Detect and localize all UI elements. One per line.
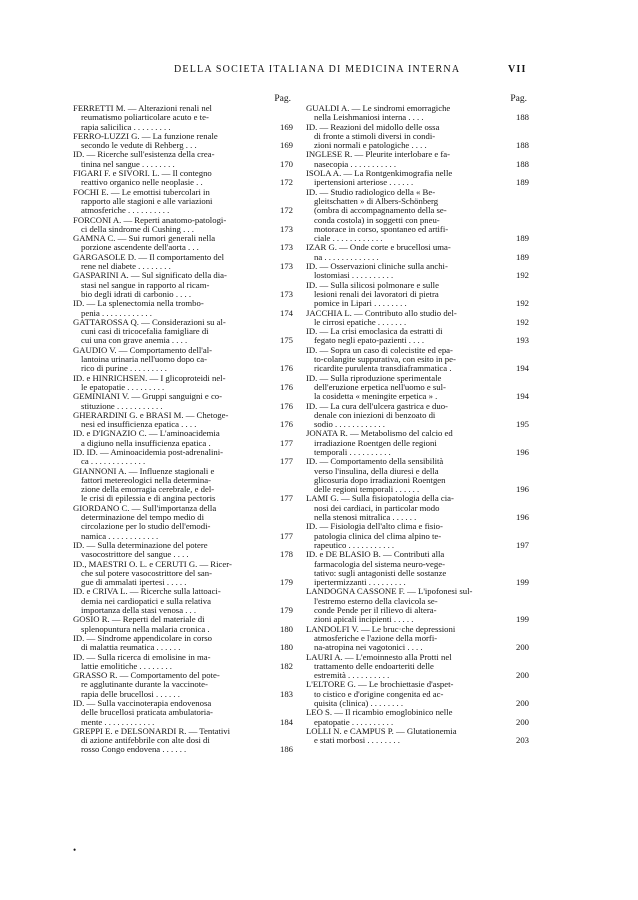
index-entry: [306, 262, 529, 281]
index-entry: [73, 699, 293, 727]
index-entry-line: ID. — La splenectomia nella trombo-: [73, 298, 204, 309]
index-entry: [73, 429, 293, 448]
index-entry-line: ciale . . . . . . . . . . . .: [314, 233, 383, 244]
index-entry: [73, 346, 293, 374]
index-entry-line: JONATA R. — Metabolismo del calcio ed: [306, 428, 453, 439]
index-entry: [306, 309, 529, 328]
index-entry-page: 203: [515, 735, 529, 746]
index-entry-line: ID. — Ricerche sull'esistenza della crea-: [73, 149, 215, 160]
index-entry-page: 177: [279, 437, 293, 448]
index-entry-page: 176: [279, 363, 293, 374]
index-entry-page: 176: [279, 419, 293, 430]
index-entry: [306, 402, 529, 430]
index-entry-line: LAURI A. — L'emoinnesto alla Protti nel: [306, 651, 452, 662]
index-entry: [306, 327, 529, 346]
index-entry-line: porzione ascendente dell'aorta . . .: [81, 242, 199, 253]
index-entry-line: importanza della stasi venosa . . .: [81, 605, 197, 616]
index-entry: [73, 560, 293, 588]
right-column: [306, 95, 529, 745]
index-entry-line: lattie emolitiche . . . . . . . .: [81, 660, 172, 671]
index-entry-line: penia . . . . . . . . . . . .: [81, 307, 152, 318]
index-entry-page: 178: [279, 549, 293, 560]
index-entry-page: 192: [515, 298, 529, 309]
index-entry-line: nasecopia . . . . . . . . . . .: [314, 158, 397, 169]
index-entry-line: to cistico e d'origine congenita ed ac-: [314, 688, 444, 699]
index-entry-line: dell'eruzione erpetica nell'uomo e sul-: [314, 381, 446, 392]
index-entry: [73, 374, 293, 393]
index-entry: [306, 243, 529, 262]
index-entry-line: ipertensioni arteriose . . . . . .: [314, 177, 414, 188]
index-entry-line: GASPARINI A. — Sul significato della dia-: [73, 270, 227, 281]
index-entry: [73, 615, 293, 634]
index-entry-line: FOCHI E. — Le emottisi tubercolari in: [73, 186, 210, 197]
index-entry-line: ID. — Sulla riproduzione sperimentale: [306, 372, 442, 383]
index-entry: [306, 169, 529, 188]
index-entry-line: nosi dei cardiaci, in particolar modo: [314, 502, 440, 513]
index-entry-line: conda costola) in soggetti con pneu-: [314, 214, 440, 225]
index-entry-page: 196: [515, 446, 529, 457]
index-entry-page: 197: [515, 539, 529, 550]
index-entry-line: to-colangite suppurativa, con esito in pe-: [314, 354, 456, 365]
index-entry-page: 192: [515, 316, 529, 327]
index-entry-line: rosso Congo endovena . . . . . .: [81, 744, 187, 755]
index-entry-line: l'estremo esterno della clavicola se-: [314, 595, 438, 606]
index-entry-page: 199: [515, 577, 529, 588]
index-entry: [73, 132, 293, 151]
index-entry-line: GATTAROSSA Q. — Considerazioni su al-: [73, 316, 226, 327]
index-entry: [73, 234, 293, 253]
index-entry-line: lantoina urinaria nell'uomo dopo ca-: [81, 354, 208, 365]
index-entry: [306, 550, 529, 587]
index-entry-line: ID. e D'IGNAZIO C. — L'aminoacidemia: [73, 428, 220, 439]
index-entry-page: 194: [515, 391, 529, 402]
index-entry-line: di azione antifebbrile con alte dosi di: [81, 735, 210, 746]
index-entry-line: GRASSO R. — Comportamento del pote-: [73, 670, 220, 681]
index-entry-line: cui una con grave anemia . . . .: [81, 335, 188, 346]
index-entry-line: ipertermizzanti . . . . . . . . .: [314, 577, 406, 588]
index-entry-page: 172: [279, 177, 293, 188]
index-entry-line: atmosferiche e l'azione della morfi-: [314, 632, 438, 643]
index-entry-page: 200: [515, 716, 529, 727]
index-entry-line: tinina nel sangue . . . . . . . .: [81, 158, 175, 169]
index-entry-line: bio degli idrati di carbonio . . . .: [81, 288, 192, 299]
index-entry-line: GAMNA C. — Sui rumori generali nella: [73, 233, 216, 244]
index-entry-line: LEO S. — Il ricambio emoglobinico nelle: [306, 707, 453, 718]
index-entry: [73, 467, 293, 504]
index-entry-page: 183: [279, 688, 293, 699]
index-entry: [306, 104, 529, 123]
index-entry-page: 192: [515, 270, 529, 281]
index-entry-line: le epatopatie . . . . . . . . .: [81, 381, 165, 392]
index-entry-line: delle regioni temporali . . . . . .: [314, 484, 420, 495]
index-entry-line: fegato negli epato-pazienti . . . .: [314, 335, 424, 346]
index-entry-line: ID. ID. — Aminoacidemia post-adrenalini-: [73, 446, 224, 457]
index-entry-line: GOSIO R. — Reperti del materiale di: [73, 614, 205, 625]
index-entry-line: stituzione . . . . . . . . . . .: [81, 400, 163, 411]
index-entry-line: stasi nel sangue in rapporto al ricam-: [81, 279, 210, 290]
index-entry-line: temporali . . . . . . . . . .: [314, 446, 391, 457]
index-entry: [73, 150, 293, 169]
index-entry-line: le cirrosi epatiche . . . . . . .: [314, 316, 407, 327]
index-entry-page: 189: [515, 177, 529, 188]
index-entry-line: a digiuno nella insufficienza epatica .: [81, 437, 211, 448]
index-entry-line: ID. — Reazioni del midollo delle ossa: [306, 121, 440, 132]
index-entry-line: ricardite purulenta transdiaframmatica .: [314, 363, 452, 374]
index-entry-line: IZAR G. — Onde corte e brucellosi uma-: [306, 242, 451, 253]
index-entry-page: 173: [279, 242, 293, 253]
index-entry: [73, 448, 293, 467]
index-entry-line: rico di purine . . . . . . . . .: [81, 363, 167, 374]
index-entry-page: 184: [279, 716, 293, 727]
index-entry-line: pomice in Lipari . . . . . . . .: [314, 298, 407, 309]
index-entry: [73, 653, 293, 672]
index-entry-line: FORCONI A. — Reperti anatomo-patologi-: [73, 214, 227, 225]
index-entry-line: LANDOGNA CASSONE F. — L'ipofonesi sul-: [306, 586, 473, 597]
index-entry-line: ID. — Comportamento della sensibilità: [306, 456, 444, 467]
index-entry-line: re agglutinante durante la vaccinote-: [81, 679, 208, 690]
index-entry-page: 193: [515, 335, 529, 346]
index-entry-line: FERRO-LUZZI G. — La funzione renale: [73, 130, 218, 141]
index-entry-line: GUALDI A. — Le sindromi emorragiche: [306, 103, 451, 113]
index-entry-line: tativo: sugli antagonisti delle sostanze: [314, 567, 447, 578]
index-entry-line: LAMI G. — Sulla fisiopatologia della cia-: [306, 493, 454, 504]
index-entry-line: delle brucellosi praticata ambulatoria-: [81, 707, 213, 718]
index-entry-line: demia nei cardiopatici e sulla relativa: [81, 595, 212, 606]
index-entry-page: 200: [515, 670, 529, 681]
index-entry-line: ID. — Osservazioni cliniche sulla anchi-: [306, 261, 448, 272]
index-entry-line: zioni normali e patologiche . . . .: [314, 140, 427, 151]
index-entry-page: 173: [279, 261, 293, 272]
index-entry-line: JACCHIA L. — Contributo allo studio del-: [306, 307, 457, 318]
index-entry-page: 180: [279, 642, 293, 653]
index-entry-page: 186: [279, 744, 293, 755]
index-entry-line: ID. — Sopra un caso di colecistite ed epa-: [306, 344, 453, 355]
index-entry-line: ID. — Sulla determinazione del potere: [73, 539, 208, 550]
index-entry-line: reattivo organico nelle neoplasie . .: [81, 177, 203, 188]
index-entry: [306, 708, 529, 727]
index-entry-page: 177: [279, 530, 293, 541]
index-entry-page: 195: [515, 419, 529, 430]
index-entry-line: rapia delle brucellosi . . . . . .: [81, 688, 180, 699]
index-entry-line: di fronte a stimoli diversi in condi-: [314, 130, 436, 141]
index-entry-page: 194: [515, 363, 529, 374]
index-entry: [306, 374, 529, 402]
index-entry-line: zioni apicali incipienti . . . . .: [314, 614, 414, 625]
index-entry-page: 177: [279, 493, 293, 504]
index-entry-line: sodio . . . . . . . . . . . .: [314, 419, 385, 430]
index-entry-page: 174: [279, 307, 293, 318]
index-entry-page: 172: [279, 205, 293, 216]
index-entry-line: GIANNONI A. — Influenze stagionali e: [73, 465, 215, 476]
index-entry: [73, 671, 293, 699]
pag-label-right: Pag.: [510, 94, 527, 104]
index-entry-page: 196: [515, 512, 529, 523]
index-entry-line: rapporto alle stagioni e alle variazioni: [81, 195, 213, 206]
index-entry: [73, 318, 293, 346]
index-entry: [73, 634, 293, 653]
index-entry-line: epatopatie . . . . . . . . . .: [314, 716, 394, 727]
index-entry-line: patologia clinica del clima alpino te-: [314, 530, 442, 541]
index-entry-line: ci della sindrome di Cushing . . .: [81, 223, 194, 234]
index-entry-line: INGLESE R. — Pleurite interlobare e fa-: [306, 149, 451, 160]
index-entry: [306, 429, 529, 457]
index-entry-page: 189: [515, 233, 529, 244]
index-entry-line: mente . . . . . . . . . . . .: [81, 716, 155, 727]
index-entry-line: lostomiasi . . . . . . . . . .: [314, 270, 394, 281]
index-entry-line: ID. — Sindrome appendicolare in corso: [73, 632, 212, 643]
index-entry-page: 200: [515, 642, 529, 653]
index-entry-page: 176: [279, 381, 293, 392]
index-entry-line: di malattia reumatica . . . . . .: [81, 642, 181, 653]
index-entry-page: 182: [279, 660, 293, 671]
index-entry-line: motorace in corso, spontaneo ed artifi-: [314, 223, 449, 234]
index-entry-line: quisita (clinica) . . . . . . . .: [314, 698, 404, 708]
index-entry-line: GAUDIO V. — Comportamento dell'al-: [73, 344, 213, 355]
index-entry-page: 179: [279, 577, 293, 588]
index-entry-line: nella stenosi mitralica . . . . . .: [314, 512, 417, 523]
index-entry: [73, 104, 293, 132]
index-entry: [73, 188, 293, 216]
index-entry-line: glicosuria dopo irradiazioni Roentgen: [314, 474, 446, 485]
index-entry-line: gleitschatten » di Albers-Schönberg: [314, 195, 439, 206]
index-entry-line: vasocostrittore del sangue . . . .: [81, 549, 189, 560]
index-entry-line: ID. e DE BLASIO B. — Contributi alla: [306, 549, 445, 560]
index-entry: [306, 727, 529, 746]
index-entry-page: 196: [515, 484, 529, 495]
index-entry: [73, 271, 293, 299]
index-entry-page: 177: [279, 456, 293, 467]
running-header: [0, 64, 638, 80]
index-entry-line: namica . . . . . . . . . . . .: [81, 530, 159, 541]
index-entry-line: FERRETTI M. — Alterazioni renali nel: [73, 103, 212, 113]
index-entry: [306, 625, 529, 653]
index-entry-line: determinazione del tempo medio di: [81, 512, 205, 523]
index-entry-line: ID., MAESTRI O. L. e CERUTI G. — Ricer-: [73, 558, 232, 569]
index-entry-line: na-atropina nei vagotonici . . . .: [314, 642, 423, 653]
left-entry-list: [73, 104, 293, 755]
index-entry-line: che sul potere vasocostrittore del san-: [81, 567, 212, 578]
index-entry-line: zione della emorragia cerebrale, e del-: [81, 484, 215, 495]
index-entry: [73, 541, 293, 560]
index-entry-line: GEMINIANI V. — Gruppi sanguigni e co-: [73, 391, 223, 402]
index-entry-line: ID. — La crisi emoclasica da estratti di: [306, 326, 443, 337]
index-entry-page: 180: [279, 623, 293, 634]
index-entry: [73, 411, 293, 430]
index-entry-line: irradiazione Roentgen delle regioni: [314, 437, 437, 448]
index-entry-line: LANDOLFI V. — Le bruc·che depressioni: [306, 623, 456, 634]
index-entry-page: 169: [279, 121, 293, 132]
index-entry-line: farmacologia del sistema neuro-vege-: [314, 558, 445, 569]
index-entry-line: le crisi di epilessia e di angina pectoris: [81, 493, 216, 504]
index-entry-line: circolazione per lo studio dell'emodi-: [81, 521, 211, 532]
index-entry-page: 188: [515, 140, 529, 151]
index-entry: [306, 680, 529, 708]
index-entry-line: GHERARDINI G. e BRASI M. — Chetoge-: [73, 409, 229, 420]
index-entry-line: rene nel diabete . . . . . . . .: [81, 261, 171, 272]
index-entry-line: rapeutico . . . . . . . . . . .: [314, 539, 395, 550]
index-entry-page: 200: [515, 698, 529, 708]
index-entry: [306, 281, 529, 309]
index-entry-line: ID. e CRIVA L. — Ricerche sulla lattoaci-: [73, 586, 221, 597]
page-number: VII: [508, 64, 527, 75]
index-entry-page: 188: [515, 112, 529, 123]
index-entry-line: conde Pende per il rilievo di altera-: [314, 605, 437, 616]
right-entry-list: [306, 104, 529, 745]
index-entry: [306, 150, 529, 169]
index-entry-page: 175: [279, 335, 293, 346]
index-entry-line: estremità . . . . . . . . . .: [314, 670, 390, 681]
pag-label-left: Pag.: [274, 94, 291, 104]
index-entry-line: GIORDANO C. — Sull'importanza della: [73, 502, 217, 513]
index-entry-line: ID. — Sulla vaccinoterapia endovenosa: [73, 698, 212, 708]
index-entry: [73, 216, 293, 235]
index-entry-line: L'ELTORE G. — Le brochiettasie d'aspet-: [306, 679, 454, 690]
index-entry: [306, 188, 529, 244]
index-entry-page: 169: [279, 140, 293, 151]
index-entry: [73, 587, 293, 615]
index-entry-line: secondo le vedute di Rehberg . . .: [81, 140, 197, 151]
index-entry-line: e stati morbosi . . . . . . . .: [314, 735, 400, 746]
index-entry-line: ID. — Sulla ricerca di emolisine in ma-: [73, 651, 211, 662]
index-entry: [73, 169, 293, 188]
index-entry: [306, 346, 529, 374]
running-header-title: DELLA SOCIETA ITALIANA DI MEDICINA INTERNA: [174, 64, 461, 75]
index-entry: [306, 123, 529, 151]
index-entry-line: FIGARI F. e SIVORI. L. — Il contegno: [73, 168, 212, 179]
index-entry-line: na . . . . . . . . . . . . .: [314, 251, 379, 262]
index-entry-line: GREPPI E. e DELSONARDI R. — Tentativi: [73, 725, 231, 736]
index-entry-line: denale con iniezioni di benzoato di: [314, 409, 436, 420]
index-entry-line: nella Leishmaniosi interna . . . .: [314, 112, 424, 123]
index-entry: [73, 392, 293, 411]
index-entry-page: 173: [279, 223, 293, 234]
index-entry-line: ID. — Sulla silicosi polmonare e sulle: [306, 279, 439, 290]
index-entry: [306, 494, 529, 522]
index-entry-line: gue di ammalati ipertesi . . . . .: [81, 577, 187, 588]
stray-mark: •: [73, 845, 77, 855]
index-entry: [306, 522, 529, 550]
index-entry: [73, 727, 293, 755]
index-entry-line: cuni casi di tricocefalia famigliare di: [81, 326, 209, 337]
index-entry-page: 188: [515, 158, 529, 169]
index-entry-line: reumatismo poliarticolare acuto e te-: [81, 112, 209, 123]
index-entry: [73, 299, 293, 318]
index-entry-line: fattori metereologici nella determina-: [81, 474, 212, 485]
index-entry-page: 173: [279, 288, 293, 299]
index-entry-line: (ombra di accompagnamento della se-: [314, 205, 447, 216]
index-entry: [73, 504, 293, 541]
index-entry: [306, 587, 529, 624]
index-entry-page: 176: [279, 400, 293, 411]
index-entry-line: LOLLI N. e CAMPUS P. — Glutationemia: [306, 725, 457, 736]
index-entry: [306, 653, 529, 681]
index-entry-page: 179: [279, 605, 293, 616]
index-entry-line: atmosferiche . . . . . . . . . .: [81, 205, 170, 216]
index-entry-page: 170: [279, 158, 293, 169]
index-entry-line: ID. — Studio radiologico della « Be-: [306, 186, 436, 197]
index-entry-page: 199: [515, 614, 529, 625]
index-entry-line: lesioni renali dei lavoratori di pietra: [314, 288, 439, 299]
index-entry-line: verso l'insulina, della diuresi e della: [314, 465, 439, 476]
index-entry: [73, 253, 293, 272]
index-entry-page: 189: [515, 251, 529, 262]
index-entry-line: trattamento delle endoarteriti delle: [314, 660, 434, 671]
index-entry-line: ISOLA A. — La Rontgenkimografia nelle: [306, 168, 453, 179]
index-entry: [306, 457, 529, 494]
index-entry-line: GARGASOLE D. — Il comportamento del: [73, 251, 225, 262]
index-entry-line: nesi ed insufficienza epatica . . . .: [81, 419, 197, 430]
index-entry-line: ID. — Fisiologia dell'alto clima e fisio-: [306, 521, 443, 532]
index-entry-line: rapia salicilica . . . . . . . . .: [81, 121, 171, 132]
index-entry-line: ID. — La cura dell'ulcera gastrica e duo-: [306, 400, 448, 411]
index-entry-line: ID. e HINRICHSEN. — I glicoproteidi nel-: [73, 372, 226, 383]
index-entry-line: ca . . . . . . . . . . . . .: [81, 456, 146, 467]
left-column: [73, 95, 293, 755]
index-entry-line: la cosidetta « meningite erpetica » .: [314, 391, 438, 402]
index-entry-line: splenopuntura nella malaria cronica .: [81, 623, 210, 634]
